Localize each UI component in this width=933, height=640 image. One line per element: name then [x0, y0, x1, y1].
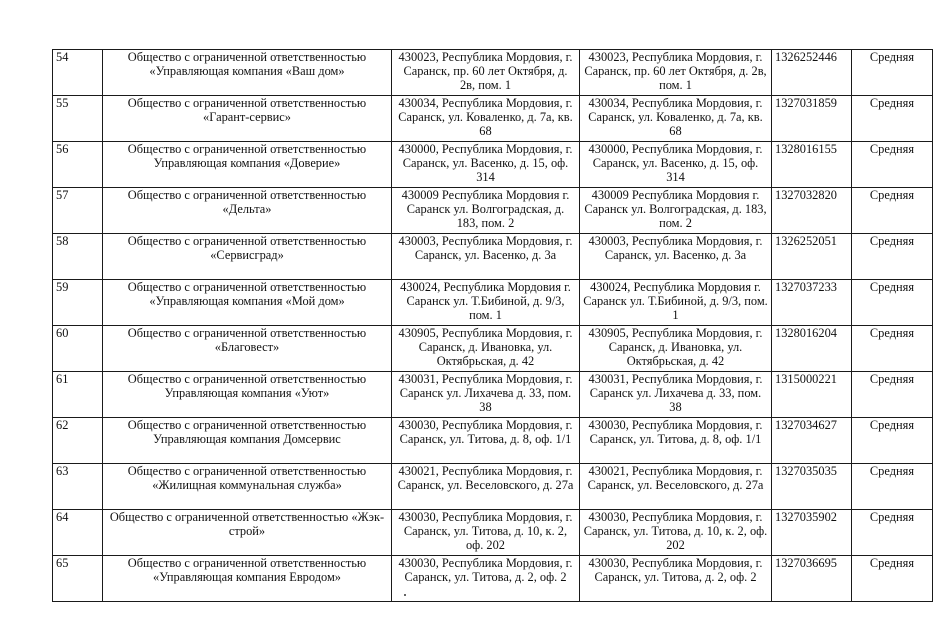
- organization-name: Общество с ограниченной ответственностью Управляющая компания Домсервис: [103, 418, 392, 464]
- organization-name: Общество с ограниченной ответственностью «Жэк-строй»: [103, 510, 392, 556]
- row-number: 56: [53, 142, 103, 188]
- organization-name: Общество с ограниченной ответственностью Управляющая компания «Доверие»: [103, 142, 392, 188]
- legal-address: 430030, Республика Мордовия, г. Саранск, ул. Титова, д. 2, оф. 2: [392, 556, 580, 602]
- row-number: 62: [53, 418, 103, 464]
- risk-category: Средняя: [852, 280, 933, 326]
- row-number: 58: [53, 234, 103, 280]
- table-row: [53, 96, 933, 142]
- table-row: [53, 464, 933, 510]
- organization-name: Общество с ограниченной ответственностью «Сервисград»: [103, 234, 392, 280]
- organization-name: Общество с ограниченной ответственностью Управляющая компания «Уют»: [103, 372, 392, 418]
- legal-address: 430024, Республика Мордовия г. Саранск ул. Т.Бибиной, д. 9/3, пом. 1: [392, 280, 580, 326]
- organization-name: Общество с ограниченной ответственностью «Управляющая компания «Ваш дом»: [103, 50, 392, 96]
- inn-number: 1327035902: [772, 510, 852, 556]
- row-number: 57: [53, 188, 103, 234]
- risk-category: Средняя: [852, 234, 933, 280]
- row-number: 64: [53, 510, 103, 556]
- table-row: [53, 280, 933, 326]
- inn-number: 1315000221: [772, 372, 852, 418]
- row-number: 60: [53, 326, 103, 372]
- table-row: [53, 50, 933, 96]
- inn-number: 1328016155: [772, 142, 852, 188]
- risk-category: Средняя: [852, 50, 933, 96]
- actual-address: 430030, Республика Мордовия, г. Саранск, ул. Титова, д. 8, оф. 1/1: [580, 418, 772, 464]
- organization-name: Общество с ограниченной ответственностью «Жилищная коммунальная служба»: [103, 464, 392, 510]
- risk-category: Средняя: [852, 464, 933, 510]
- registry-table-body: [53, 50, 933, 602]
- risk-category: Средняя: [852, 96, 933, 142]
- risk-category: Средняя: [852, 326, 933, 372]
- risk-category: Средняя: [852, 372, 933, 418]
- organization-name: Общество с ограниченной ответственностью «Дельта»: [103, 188, 392, 234]
- actual-address: 430000, Республика Мордовия, г. Саранск, ул. Васенко, д. 15, оф. 314: [580, 142, 772, 188]
- legal-address: 430031, Республика Мордовия, г. Саранск ул. Лихачева д. 33, пом. 38: [392, 372, 580, 418]
- actual-address: 430021, Республика Мордовия, г. Саранск, ул. Веселовского, д. 27а: [580, 464, 772, 510]
- risk-category: Средняя: [852, 418, 933, 464]
- row-number: 63: [53, 464, 103, 510]
- inn-number: 1326252051: [772, 234, 852, 280]
- table-row: [53, 556, 933, 602]
- legal-address: 430023, Республика Мордовия, г. Саранск, пр. 60 лет Октября, д. 2в, пом. 1: [392, 50, 580, 96]
- risk-category: Средняя: [852, 556, 933, 602]
- organization-name: Общество с ограниченной ответственностью «Гарант-сервис»: [103, 96, 392, 142]
- inn-number: 1327031859: [772, 96, 852, 142]
- legal-address: 430009 Республика Мордовия г. Саранск ул. Волгоградская, д. 183, пом. 2: [392, 188, 580, 234]
- inn-number: 1327037233: [772, 280, 852, 326]
- inn-number: 1327034627: [772, 418, 852, 464]
- table-row: [53, 418, 933, 464]
- row-number: 61: [53, 372, 103, 418]
- table-row: [53, 372, 933, 418]
- row-number: 65: [53, 556, 103, 602]
- actual-address: 430030, Республика Мордовия, г. Саранск, ул. Титова, д. 10, к. 2, оф. 202: [580, 510, 772, 556]
- legal-address: 430030, Республика Мордовия, г. Саранск, ул. Титова, д. 8, оф. 1/1: [392, 418, 580, 464]
- actual-address: 430024, Республика Мордовия г. Саранск ул. Т.Бибиной, д. 9/3, пом. 1: [580, 280, 772, 326]
- actual-address: 430003, Республика Мордовия, г. Саранск, ул. Васенко, д. 3а: [580, 234, 772, 280]
- organization-name: Общество с ограниченной ответственностью «Управляющая компания «Мой дом»: [103, 280, 392, 326]
- table-row: [53, 234, 933, 280]
- table-row: [53, 510, 933, 556]
- legal-address: 430021, Республика Мордовия, г. Саранск, ул. Веселовского, д. 27а: [392, 464, 580, 510]
- table-row: [53, 188, 933, 234]
- organization-name: Общество с ограниченной ответственностью «Управляющая компания Евродом»: [103, 556, 392, 602]
- legal-address: 430905, Республика Мордовия, г. Саранск, д. Ивановка, ул. Октябрьская, д. 42: [392, 326, 580, 372]
- actual-address: 430009 Республика Мордовия г. Саранск ул. Волгоградская, д. 183, пом. 2: [580, 188, 772, 234]
- row-number: 54: [53, 50, 103, 96]
- organization-name: Общество с ограниченной ответственностью «Благовест»: [103, 326, 392, 372]
- inn-number: 1326252446: [772, 50, 852, 96]
- page-mark: [404, 594, 406, 596]
- legal-address: 430003, Республика Мордовия, г. Саранск, ул. Васенко, д. 3а: [392, 234, 580, 280]
- inn-number: 1327036695: [772, 556, 852, 602]
- table-row: [53, 326, 933, 372]
- actual-address: 430030, Республика Мордовия, г. Саранск, ул. Титова, д. 2, оф. 2: [580, 556, 772, 602]
- inn-number: 1327035035: [772, 464, 852, 510]
- legal-address: 430000, Республика Мордовия, г. Саранск, ул. Васенко, д. 15, оф. 314: [392, 142, 580, 188]
- legal-address: 430034, Республика Мордовия, г. Саранск, ул. Коваленко, д. 7а, кв. 68: [392, 96, 580, 142]
- inn-number: 1328016204: [772, 326, 852, 372]
- legal-address: 430030, Республика Мордовия, г. Саранск, ул. Титова, д. 10, к. 2, оф. 202: [392, 510, 580, 556]
- risk-category: Средняя: [852, 188, 933, 234]
- row-number: 55: [53, 96, 103, 142]
- risk-category: Средняя: [852, 142, 933, 188]
- row-number: 59: [53, 280, 103, 326]
- actual-address: 430034, Республика Мордовия, г. Саранск, ул. Коваленко, д. 7а, кв. 68: [580, 96, 772, 142]
- actual-address: 430023, Республика Мордовия, г. Саранск, пр. 60 лет Октября, д. 2в, пом. 1: [580, 50, 772, 96]
- risk-category: Средняя: [852, 510, 933, 556]
- table-row: [53, 142, 933, 188]
- registry-table: [52, 49, 933, 602]
- inn-number: 1327032820: [772, 188, 852, 234]
- actual-address: 430031, Республика Мордовия, г. Саранск ул. Лихачева д. 33, пом. 38: [580, 372, 772, 418]
- actual-address: 430905, Республика Мордовия, г. Саранск, д. Ивановка, ул. Октябрьская, д. 42: [580, 326, 772, 372]
